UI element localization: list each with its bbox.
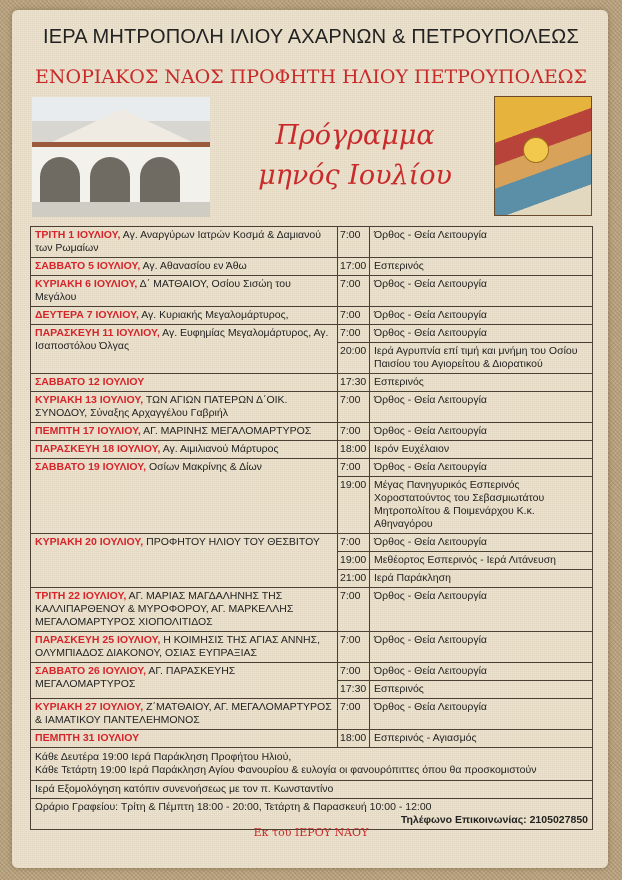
schedule-row: [31, 534, 593, 552]
feast-label: Η ΚΟΙΜΗΣΙΣ ΤΗΣ ΑΓΙΑΣ ΑΝΝΗΣ, ΟΛΥΜΠΙΑΔΟΣ ΔΙΑΚΟΝΟΥ, ΟΣΙΑΣ ΕΥΠΡΑΞΙΑΣ: [35, 634, 321, 659]
service-description: Ιερά Αγρυπνία επί τιμή και μνήμη του Οσίου Παισίου του Αγιορείτου & Διορατικού: [370, 343, 593, 374]
feast-label: Αγ. Αθανασίου εν Άθω: [140, 260, 247, 272]
schedule-row: [31, 325, 593, 343]
schedule-row: [31, 459, 593, 477]
service-time: 7:00: [338, 632, 370, 663]
service-description: Όρθος - Θεία Λειτουργία: [370, 392, 593, 423]
date-label: ΠΕΜΠΤΗ 31 ΙΟΥΛΙΟΥ: [35, 732, 140, 744]
schedule-row: [31, 374, 593, 392]
feast-label: ΑΓ. ΠΑΡΑΣΚΕΥΗΣ ΜΕΓΑΛΟΜΑΡΤΥΡΟΣ: [35, 665, 236, 690]
service-time: 7:00: [338, 699, 370, 730]
day-cell: [31, 441, 338, 459]
page-subtitle: μηνός Ιουλίου: [258, 160, 452, 191]
schedule-row: [31, 276, 593, 307]
date-label: ΚΥΡΙΑΚΗ 6 ΙΟΥΛΙΟΥ,: [35, 278, 138, 290]
office-row: [31, 799, 593, 830]
service-time: 19:00: [338, 552, 370, 570]
day-cell: [31, 459, 338, 534]
date-label: ΠΕΜΠΤΗ 17 ΙΟΥΛΙΟΥ,: [35, 425, 141, 437]
date-label: ΚΥΡΙΑΚΗ 27 ΙΟΥΛΙΟΥ,: [35, 701, 144, 713]
service-description: Όρθος - Θεία Λειτουργία: [370, 588, 593, 632]
service-time: 7:00: [338, 307, 370, 325]
feast-label: Αγ. Κυριακής Μεγαλομάρτυρος,: [138, 309, 289, 321]
service-description: Μεθέορτος Εσπερινός - Ιερά Λιτάνευση: [370, 552, 593, 570]
date-label: ΠΑΡΑΣΚΕΥΗ 25 ΙΟΥΛΙΟΥ,: [35, 634, 161, 646]
service-time: 19:00: [338, 477, 370, 534]
service-description: Εσπερινός: [370, 374, 593, 392]
confession-row: [31, 781, 593, 799]
feast-label: ΑΓ. ΜΑΡΙΝΗΣ ΜΕΓΑΛΟΜΑΡΤΥΡΟΣ: [140, 425, 312, 437]
service-description: Μέγας Πανηγυρικός Εσπερινός Χοροστατούντος του Σεβασμιωτάτου Μητροπολίτου & Ποιμενάρχου Κ.κ. Αθηναγόρου: [370, 477, 593, 534]
phone-number: Τηλέφωνο Επικοινωνίας: 2105027850: [400, 814, 588, 826]
schedule-table: [30, 226, 593, 830]
feast-label: Οσίων Μακρίνης & Δίων: [146, 461, 262, 473]
schedule-row: [31, 392, 593, 423]
service-description: Εσπερινός: [370, 681, 593, 699]
service-time: 7:00: [338, 392, 370, 423]
notes-row: [31, 748, 593, 781]
day-cell: [31, 374, 338, 392]
date-label: ΤΡΙΤΗ 22 ΙΟΥΛΙΟΥ,: [35, 590, 127, 602]
service-description: Όρθος - Θεία Λειτουργία: [370, 699, 593, 730]
prophet-elijah-icon: [494, 96, 592, 216]
service-time: 7:00: [338, 423, 370, 441]
feast-label: Ζ΄ΜΑΤΘΑΙΟΥ, ΑΓ. ΜΕΓΑΛΟΜΑΡΤΥΡΟΣ & ΙΑΜΑΤΙΚΟΥ ΠΑΝΤΕΛΕΗΜΟΝΟΣ: [35, 701, 332, 726]
date-label: ΠΑΡΑΣΚΕΥΗ 18 ΙΟΥΛΙΟΥ,: [35, 443, 161, 455]
feast-label: ΑΓ. ΜΑΡΙΑΣ ΜΑΓΔΑΛΗΝΗΣ ΤΗΣ ΚΑΛΛΙΠΑΡΘΕΝΟΥ & ΜΥΡΟΦΟΡΟΥ, ΑΓ. ΜΑΡΚΕΛΛΗΣ ΜΕΓΑΛΟΜΑΡΤΥΡΟΣ ΧΙΟΠΟΛΙΤΙΔΟΣ: [35, 590, 294, 628]
day-cell: [31, 276, 338, 307]
service-description: Όρθος - Θεία Λειτουργία: [370, 325, 593, 343]
service-description: Εσπερινός: [370, 258, 593, 276]
day-cell: [31, 258, 338, 276]
date-label: ΠΑΡΑΣΚΕΥΗ 11 ΙΟΥΛΙΟΥ,: [35, 327, 160, 339]
confession-note: Ιερά Εξομολόγηση κατόπιν συνενοήσεως με τον π. Κωνσταντίνο: [31, 781, 593, 799]
page-title: Πρόγραμμα: [275, 120, 435, 151]
day-cell: [31, 325, 338, 374]
service-description: Όρθος - Θεία Λειτουργία: [370, 632, 593, 663]
service-time: 20:00: [338, 343, 370, 374]
schedule-row: [31, 307, 593, 325]
day-cell: [31, 534, 338, 588]
date-label: ΣΑΒΒΑΤΟ 26 ΙΟΥΛΙΟΥ,: [35, 665, 147, 677]
day-cell: [31, 227, 338, 258]
monday-note: Κάθε Δευτέρα 19:00 Ιερά Παράκληση Προφήτου Ηλιού,: [35, 751, 292, 763]
service-time: 7:00: [338, 325, 370, 343]
day-cell: [31, 392, 338, 423]
feast-label: Αγ. Ευφημίας Μεγαλομάρτυρος, Αγ. Ισαποστόλου Όλγας: [35, 327, 329, 352]
feast-label: Αγ. Αναργύρων Ιατρών Κοσμά & Δαμιανού των Ρωμαίων: [35, 229, 321, 254]
service-time: 21:00: [338, 570, 370, 588]
schedule-row: [31, 730, 593, 748]
service-time: 17:30: [338, 374, 370, 392]
parish-heading: ΕΝΟΡΙΑΚΟΣ ΝΑΟΣ ΠΡΟΦΗΤΗ ΗΛΙΟΥ ΠΕΤΡΟΥΠΟΛΕΩΣ: [35, 66, 587, 88]
date-label: ΚΥΡΙΑΚΗ 20 ΙΟΥΛΙΟΥ,: [35, 536, 144, 548]
day-cell: [31, 588, 338, 632]
service-time: 17:30: [338, 681, 370, 699]
schedule-row: [31, 258, 593, 276]
service-description: Εσπερινός - Αγιασμός: [370, 730, 593, 748]
date-label: ΤΡΙΤΗ 1 ΙΟΥΛΙΟΥ,: [35, 229, 121, 241]
metropolis-heading: ΙΕΡΑ ΜΗΤΡΟΠΟΛΗ ΙΛΙΟΥ ΑΧΑΡΝΩΝ & ΠΕΤΡΟΥΠΟΛΕΩΣ: [42, 26, 580, 48]
service-description: Όρθος - Θεία Λειτουργία: [370, 276, 593, 307]
date-label: ΣΑΒΒΑΤΟ 19 ΙΟΥΛΙΟΥ,: [35, 461, 147, 473]
schedule-row: [31, 441, 593, 459]
service-time: 7:00: [338, 459, 370, 477]
schedule-row: [31, 663, 593, 681]
feast-label: ΤΩΝ ΑΓΙΩΝ ΠΑΤΕΡΩΝ Δ΄ΟΙΚ. ΣΥΝΟΔΟΥ, Σύναξης Αρχαγγέλου Γαβριήλ: [35, 394, 288, 419]
service-time: 7:00: [338, 227, 370, 258]
service-description: Όρθος - Θεία Λειτουργία: [370, 307, 593, 325]
date-label: ΚΥΡΙΑΚΗ 13 ΙΟΥΛΙΟΥ,: [35, 394, 144, 406]
feast-label: Δ΄ ΜΑΤΘΑΙΟΥ, Οσίου Σισώη του Μεγάλου: [35, 278, 291, 303]
date-label: ΣΑΒΒΑΤΟ 12 ΙΟΥΛΙΟΥ: [35, 376, 145, 388]
office-hours: Ωράριο Γραφείου: Τρίτη & Πέμπτη 18:00 - 20:00, Τετάρτη & Παρασκευή 10:00 - 12:00: [35, 801, 432, 813]
schedule-row: [31, 227, 593, 258]
schedule-row: [31, 632, 593, 663]
service-description: Όρθος - Θεία Λειτουργία: [370, 423, 593, 441]
service-description: Ιερόν Ευχέλαιον: [370, 441, 593, 459]
service-time: 17:00: [338, 258, 370, 276]
schedule-row: [31, 423, 593, 441]
service-time: 7:00: [338, 588, 370, 632]
date-label: ΔΕΥΤΕΡΑ 7 ΙΟΥΛΙΟΥ,: [35, 309, 139, 321]
service-time: 18:00: [338, 730, 370, 748]
church-photo: [32, 97, 210, 217]
day-cell: [31, 699, 338, 730]
service-time: 18:00: [338, 441, 370, 459]
day-cell: [31, 632, 338, 663]
wednesday-note: Κάθε Τετάρτη 19:00 Ιερά Παράκληση Αγίου Φανουρίου & ευλογία οι φανουρόπιττες όπου θα προσκομιστούν: [35, 764, 537, 776]
day-cell: [31, 663, 338, 699]
service-description: Όρθος - Θεία Λειτουργία: [370, 663, 593, 681]
service-description: Όρθος - Θεία Λειτουργία: [370, 534, 593, 552]
service-time: 7:00: [338, 276, 370, 307]
service-time: 7:00: [338, 534, 370, 552]
day-cell: [31, 423, 338, 441]
footer-signature: Εκ του ΙΕΡΟΥ ΝΑΟΥ: [253, 826, 369, 839]
day-cell: [31, 730, 338, 748]
date-label: ΣΑΒΒΑΤΟ 5 ΙΟΥΛΙΟΥ,: [35, 260, 141, 272]
schedule-row: [31, 699, 593, 730]
service-description: Όρθος - Θεία Λειτουργία: [370, 459, 593, 477]
feast-label: ΠΡΟΦΗΤΟΥ ΗΛΙΟΥ ΤΟΥ ΘΕΣΒΙΤΟΥ: [143, 536, 320, 548]
schedule-row: [31, 588, 593, 632]
feast-label: Αγ. Αιμιλιανού Μάρτυρος: [160, 443, 279, 455]
service-description: Όρθος - Θεία Λειτουργία: [370, 227, 593, 258]
service-time: 7:00: [338, 663, 370, 681]
day-cell: [31, 307, 338, 325]
service-description: Ιερά Παράκληση: [370, 570, 593, 588]
